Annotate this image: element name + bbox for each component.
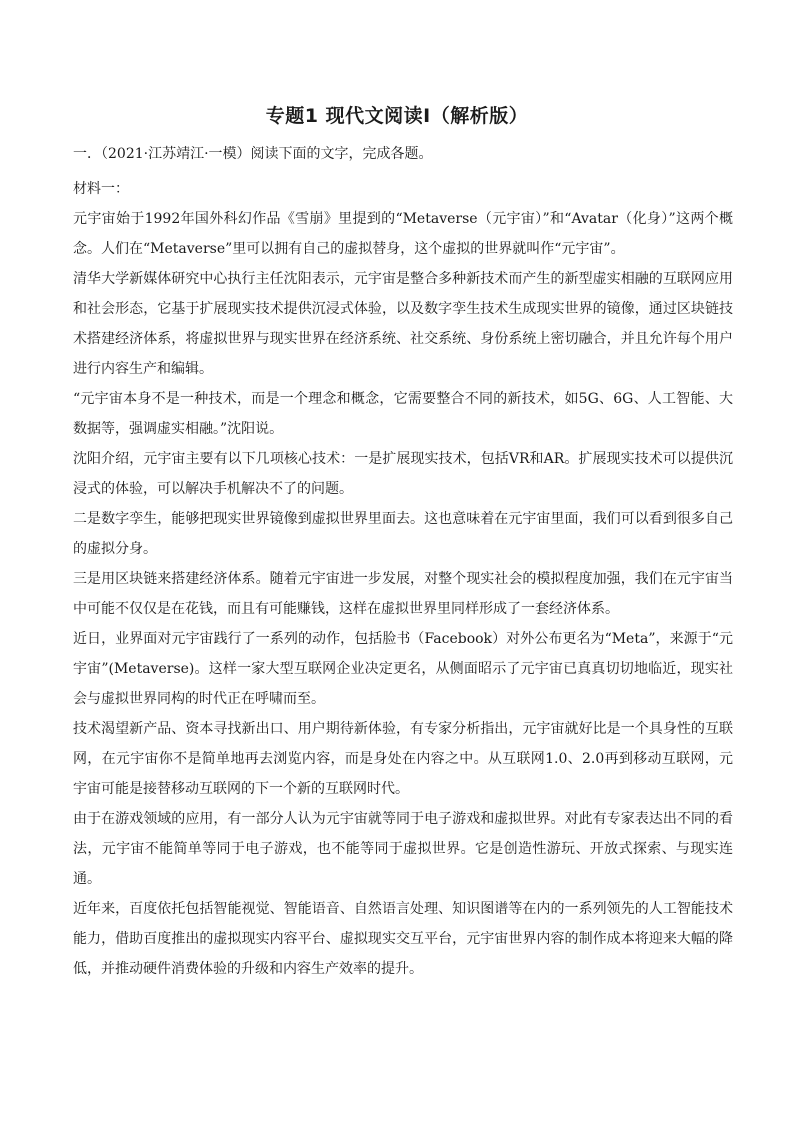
passage-paragraph-3: “元宇宙本身不是一种技术，而是一个理念和概念，它需要整合不同的新技术，如5G、6G、人工智能、大数据等，强调虚实相融。”沈阳说。 xyxy=(73,391,733,437)
passage-paragraph-10: 近年来，百度依托包括智能视觉、智能语音、自然语言处理、知识图谱等在内的一系列领先的人工智能技术能力，借助百度推出的虚拟现实内容平台、虚拟现实交互平台，元宇宙世界内容的制作成本将迎来大幅的降低，并推动硬件消费体验的升级和内容生产效率的提升。 xyxy=(73,901,733,977)
passage-paragraph-2: 清华大学新媒体研究中心执行主任沈阳表示，元宇宙是整合多种新技术而产生的新型虚实相融的互联网应用和社会形态，它基于扩展现实技术提供沉浸式体验，以及数字孪生技术生成现实世界的镜像，通过区块链技术搭建经济体系，将虚拟世界与现实世界在经济系统、社交系统、身份系统上密切融合，并且允许每个用户进行内容生产和编辑。 xyxy=(73,271,733,377)
passage-paragraph-1: 元宇宙始于1992年国外科幻作品《雪崩》里提到的“Metaverse（元宇宙）”和“Avatar（化身）”这两个概念。人们在“Metaverse”里可以拥有自己的虚拟替身，这个虚拟的世界就叫作“元宇宙”。 xyxy=(73,211,733,257)
question-intro: 一．（2021·江苏靖江·一模）阅读下面的文字，完成各题。 xyxy=(73,146,433,162)
passage-paragraph-4: 沈阳介绍，元宇宙主要有以下几项核心技术：一是扩展现实技术，包括VR和AR。扩展现实技术可以提供沉浸式的体验，可以解决手机解决不了的问题。 xyxy=(73,451,733,497)
passage-paragraph-5: 二是数字孪生，能够把现实世界镜像到虚拟世界里面去。这也意味着在元宇宙里面，我们可以看到很多自己的虚拟分身。 xyxy=(73,511,733,557)
material-label: 材料一： xyxy=(73,181,129,197)
passage-paragraph-6: 三是用区块链来搭建经济体系。随着元宇宙进一步发展，对整个现实社会的模拟程度加强，我们在元宇宙当中可能不仅仅是在花钱，而且有可能赚钱，这样在虚拟世界里同样形成了一套经济体系。 xyxy=(73,571,733,617)
passage-paragraph-9: 由于在游戏领域的应用，有一部分人认为元宇宙就等同于电子游戏和虚拟世界。对此有专家表达出不同的看法，元宇宙不能简单等同于电子游戏，也不能等同于虚拟世界。它是创造性游玩、开放式探索、与现实连通。 xyxy=(73,811,733,887)
passage-paragraph-8: 技术渴望新产品、资本寻找新出口、用户期待新体验，有专家分析指出，元宇宙就好比是一个具身性的互联网，在元宇宙你不是简单地再去浏览内容，而是身处在内容之中。从互联网1.0、2.0再到移动互联网，元宇宙可能是接替移动互联网的下一个新的互联网时代。 xyxy=(73,721,733,797)
page-title: 专题1 现代文阅读Ⅰ（解析版） xyxy=(265,105,529,127)
passage-paragraph-7: 近日，业界面对元宇宙践行了一系列的动作，包括脸书（Facebook）对外公布更名为“Meta”，来源于“元宇宙”(Metaverse)。这样一家大型互联网企业决定更名，从侧面昭示了元宇宙已真真切切地临近，现实社会与虚拟世界同构的时代正在呼啸而至。 xyxy=(73,631,733,707)
passage-body xyxy=(73,174,733,984)
